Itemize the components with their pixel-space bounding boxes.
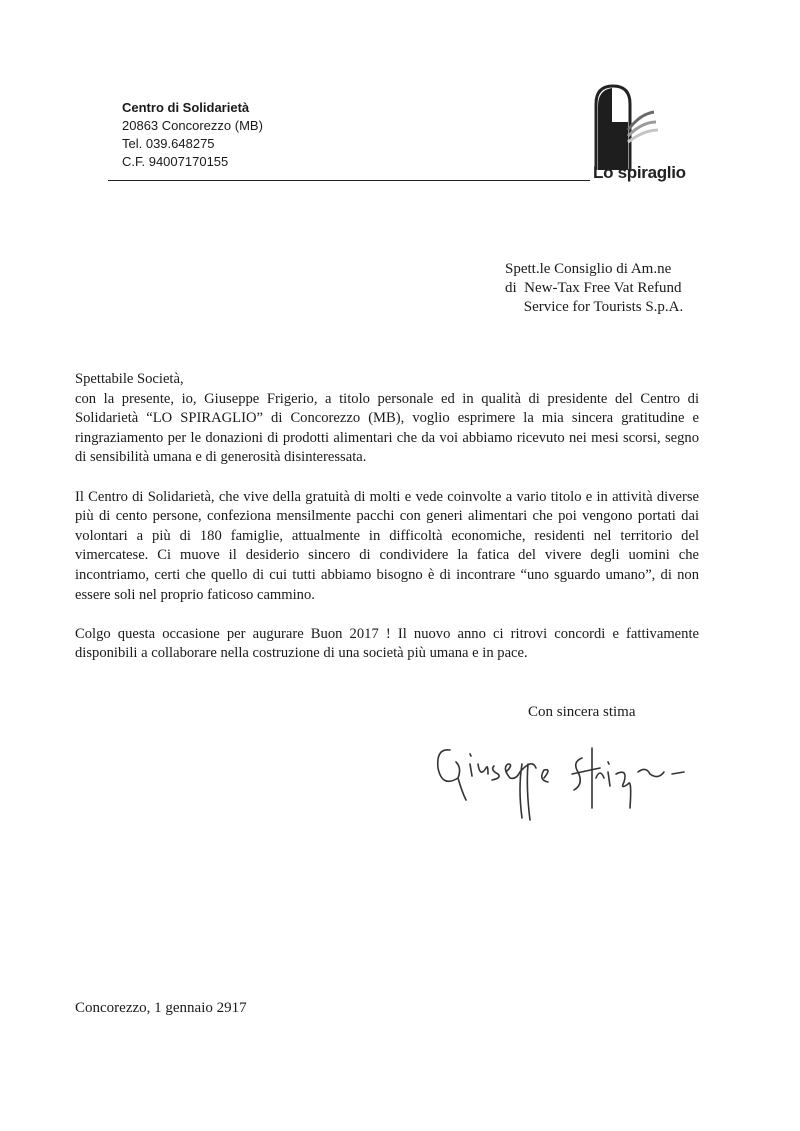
body-paragraph: con la presente, io, Giuseppe Frigerio, a titolo personale ed in qualità di presidente del Centro di Solidarietà “LO SPIRAGLIO” di Concorezzo (MB), voglio esprimere la mia sincera gratitudine e ringraziamento per le donazioni di prodotti alimentari che da voi abbiamo ricevuto nei mesi scorsi, segno di sensibilità umana e di generosità disinteressata.: [75, 390, 699, 466]
recipient-line: di New-Tax Free Vat Refund: [505, 280, 682, 296]
letterhead-address-block: [122, 99, 263, 171]
logo-text: Lo spiraglio: [593, 163, 686, 182]
recipient-line: Service for Tourists S.p.A.: [505, 299, 684, 315]
recipient-block: [505, 260, 683, 317]
body-paragraph: Il Centro di Solidarietà, che vive della gratuità di molti e vede coinvolte a vario titolo e in attività diverse più di cento persone, confeziona mensilmente pacchi con generi alimentari che poi vengono portati dai volontari a più di 180 famiglie, attualmente in difficoltà economiche, residenti nel territorio del vimercatese. Ci muove il desiderio sincero di condividere la fatica del vivere degli uomini che incontriamo, certi che quello di cui tutti abbiamo bisogno è di incontrare “uno sguardo umano”, di non essere soli nel proprio faticoso cammino.: [75, 488, 699, 603]
closing-line: Con sincera stima: [528, 704, 636, 720]
handwritten-signature: [432, 728, 712, 828]
letterhead-rule: [108, 180, 590, 181]
date-line: Concorezzo, 1 gennaio 2917: [75, 1000, 247, 1016]
body-paragraph: Colgo questa occasione per augurare Buon 2017 ! Il nuovo anno ci ritrovi concordi e fattivamente disponibili a collaborare nella costruzione di una società più umana e in pace.: [75, 625, 699, 662]
recipient-line: Spett.le Consiglio di Am.ne: [505, 261, 672, 277]
org-name: Centro di Solidarietà: [122, 100, 250, 115]
salutation: Spettabile Società,: [75, 371, 184, 387]
org-phone: Tel. 039.648275: [122, 136, 215, 151]
org-tax-code: C.F. 94007170155: [122, 154, 229, 169]
org-address: 20863 Concorezzo (MB): [122, 118, 263, 133]
letter-body: [75, 370, 699, 664]
